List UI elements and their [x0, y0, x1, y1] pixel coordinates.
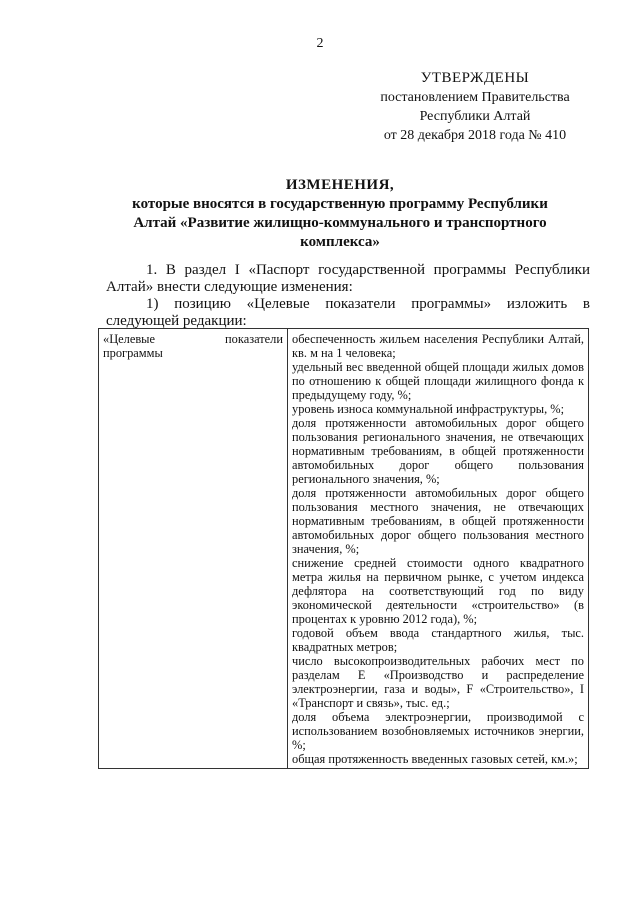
heading-subtitle: которые вносятся в государственную программу Республики Алтай «Развитие жилищно-коммунального и транспортного комплекса» [132, 196, 548, 250]
list-item: доля протяженности автомобильных дорог общего пользования местного значения, не отвечающих нормативным требованиям, в общей протяженности автомобильных дорог общего пользования местного значения, %; [292, 486, 584, 556]
list-item: удельный вес введенной общей площади жилых домов по отношению к общей площади жилищного фонда к предыдущему году, %; [292, 360, 584, 402]
document-heading [130, 176, 550, 252]
label-word: показатели [225, 332, 283, 346]
list-item: общая протяженность введенных газовых сетей, км.»; [292, 752, 578, 766]
page-number: 2 [316, 36, 324, 51]
list-item: обеспеченность жильем населения Республики Алтай, кв. м на 1 человека; [292, 332, 584, 360]
paragraph-1: 1. В раздел I «Паспорт государственной программы Республики Алтай» внести следующие изменения: [106, 262, 590, 295]
list-item: число высокопроизводительных рабочих мест по разделам E «Производство и распределение электроэнергии, газа и воды», F «Строительство», I «Транспорт и связь», тыс. ед.; [292, 654, 584, 710]
list-item: доля объема электроэнергии, производимой с использованием возобновляемых источников энергии, %; [292, 710, 584, 752]
table-row [99, 329, 589, 769]
approval-line: от 28 декабря 2018 года № 410 [383, 128, 567, 143]
table-content-cell [288, 329, 589, 769]
approval-line: Республики Алтай [419, 109, 531, 124]
list-item: годовой объем ввода стандартного жилья, тыс. квадратных метров; [292, 626, 584, 654]
list-item: уровень износа коммунальной инфраструктуры, %; [292, 402, 565, 416]
list-item: доля протяженности автомобильных дорог общего пользования регионального значения, не отвечающих нормативным требованиям, в общей протяженности автомобильных дорог общего пользования регионального значения, %; [292, 416, 584, 486]
approval-block [360, 68, 590, 145]
label-word: программы [103, 346, 163, 360]
paragraph-2: 1) позицию «Целевые показатели программы» изложить в следующей редакции: [106, 296, 590, 329]
targets-table [98, 328, 589, 769]
approval-line: постановлением Правительства [380, 90, 570, 105]
heading-title: ИЗМЕНЕНИЯ, [285, 177, 395, 193]
table-label-cell [99, 329, 288, 769]
list-item: снижение средней стоимости одного квадратного метра жилья на первичном рынке, с учетом индекса дефлятора на соответствующий год по виду экономической деятельности «строительство» (в процентах к уровню 2012 года), %; [292, 556, 584, 626]
approval-title: УТВЕРЖДЕНЫ [420, 70, 530, 86]
label-word: «Целевые [103, 332, 156, 346]
